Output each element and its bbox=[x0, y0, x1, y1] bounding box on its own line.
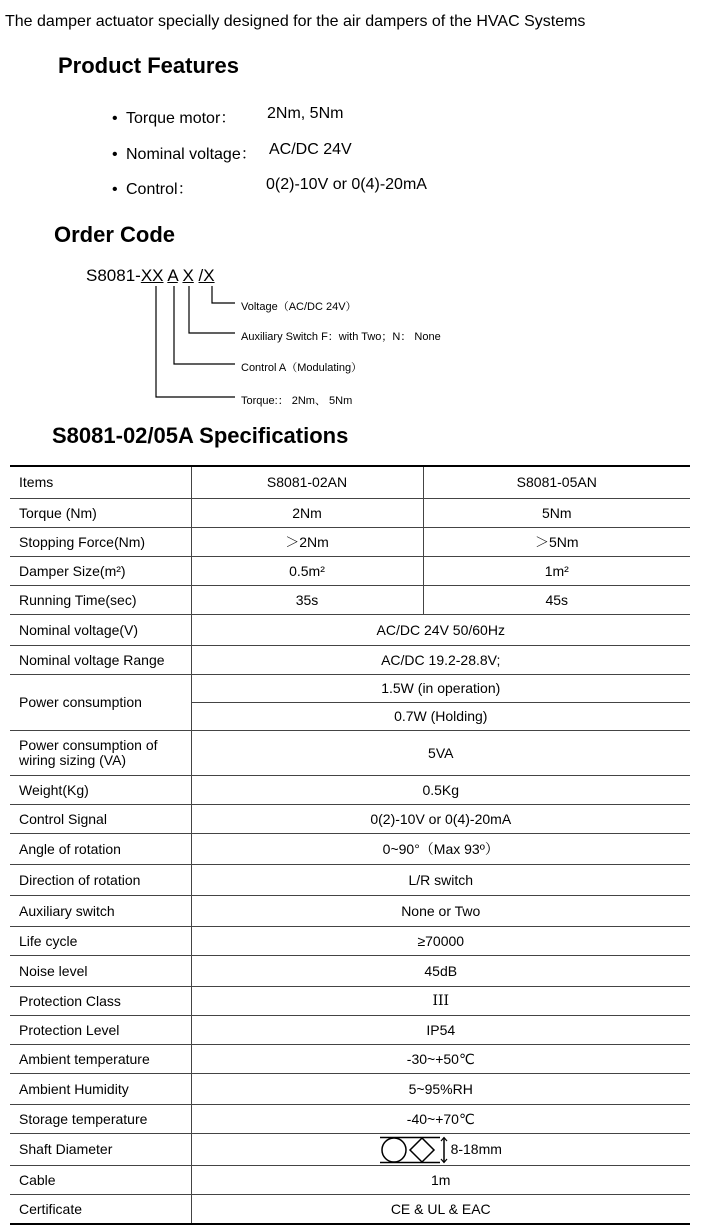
shaft-diagram bbox=[380, 1136, 502, 1164]
row-label: Storage temperature bbox=[10, 1105, 191, 1134]
row-label: Angle of rotation bbox=[10, 834, 191, 865]
feature-value: AC/DC 24V bbox=[269, 141, 352, 158]
row-value: -30~+50℃ bbox=[191, 1045, 690, 1074]
legend-aux-switch: Auxiliary Switch F：with Two；N： None bbox=[241, 331, 441, 343]
table-row bbox=[10, 987, 690, 1016]
header-col1: S8081-02AN bbox=[191, 466, 423, 499]
row-value: III bbox=[191, 987, 690, 1016]
row-label: Nominal voltage(V) bbox=[10, 615, 191, 646]
spec-table bbox=[10, 465, 690, 1225]
specs-title: S8081-02/05A Specifications bbox=[52, 423, 349, 448]
row-label: Running Time(sec) bbox=[10, 586, 191, 615]
feature-item: • Control： bbox=[112, 181, 194, 198]
order-code-prefix: S8081- bbox=[86, 266, 141, 285]
legend-voltage: Voltage（AC/DC 24V） bbox=[241, 301, 357, 313]
row-value bbox=[191, 1134, 690, 1166]
row-value: 0(2)-10V or 0(4)-20mA bbox=[191, 805, 690, 834]
header-col2: S8081-05AN bbox=[423, 466, 690, 499]
table-row bbox=[10, 1045, 690, 1074]
table-row bbox=[10, 805, 690, 834]
row-label: Cable bbox=[10, 1166, 191, 1195]
feature-item: • Torque motor： bbox=[112, 110, 237, 127]
row-value: 45s bbox=[423, 586, 690, 615]
row-label: Nominal voltage Range bbox=[10, 646, 191, 675]
row-label: Certificate bbox=[19, 1200, 83, 1217]
row-label: Life cycle bbox=[10, 927, 191, 956]
row-value: CE & UL & EAC bbox=[191, 1195, 690, 1225]
row-value: ＞5Nm bbox=[423, 528, 690, 557]
row-value: L/R switch bbox=[191, 865, 690, 896]
table-row bbox=[10, 927, 690, 956]
table-row bbox=[10, 865, 690, 896]
order-code-part-control: A bbox=[167, 266, 178, 285]
shaft-shape-icon bbox=[380, 1136, 448, 1164]
row-label: Protection Level bbox=[10, 1016, 191, 1045]
header-items: Items bbox=[10, 466, 191, 499]
table-row bbox=[10, 1105, 690, 1134]
table-row bbox=[10, 1134, 690, 1166]
row-label: Damper Size(m²) bbox=[10, 557, 191, 586]
row-value: 1.5W (in operation) bbox=[191, 675, 690, 703]
table-row bbox=[10, 499, 690, 528]
row-label: Auxiliary switch bbox=[10, 896, 191, 927]
row-label: Ambient Humidity bbox=[10, 1074, 191, 1105]
table-row bbox=[10, 1016, 690, 1045]
row-label: Ambient temperature bbox=[10, 1045, 191, 1074]
row-value: 2Nm bbox=[191, 499, 423, 528]
order-code-part-aux: X bbox=[182, 266, 194, 285]
row-value: AC/DC 24V 50/60Hz bbox=[191, 615, 690, 646]
row-value: 1m bbox=[191, 1166, 690, 1195]
table-row bbox=[10, 615, 690, 646]
row-label: Weight(Kg) bbox=[10, 776, 191, 805]
row-value: None or Two bbox=[191, 896, 690, 927]
shaft-value: 8-18mm bbox=[450, 1141, 502, 1157]
row-label: Protection Class bbox=[10, 987, 191, 1016]
row-label: Noise level bbox=[10, 956, 191, 987]
table-row bbox=[10, 1195, 690, 1225]
order-code-title: Order Code bbox=[54, 222, 176, 247]
row-value: ＞2Nm bbox=[191, 528, 423, 557]
row-value: 0.5m² bbox=[191, 557, 423, 586]
table-row bbox=[10, 956, 690, 987]
features-title: Product Features bbox=[58, 53, 239, 78]
row-label: Shaft Diameter bbox=[10, 1134, 191, 1166]
feature-value: 2Nm, 5Nm bbox=[267, 105, 344, 122]
table-row bbox=[10, 646, 690, 675]
row-value: 0~90°（Max 93º） bbox=[191, 834, 690, 865]
feature-item: • Nominal voltage： bbox=[112, 146, 257, 163]
row-value: 45dB bbox=[191, 956, 690, 987]
row-label: Power consumption bbox=[10, 675, 191, 731]
row-value: 5VA bbox=[191, 731, 690, 776]
order-code-part-voltage: /X bbox=[198, 266, 215, 285]
row-value: 35s bbox=[191, 586, 423, 615]
table-row bbox=[10, 834, 690, 865]
row-label: Stopping Force(Nm) bbox=[10, 528, 191, 557]
row-label: Direction of rotation bbox=[10, 865, 191, 896]
feature-value: 0(2)-10V or 0(4)-20mA bbox=[266, 176, 427, 193]
row-value: 0.7W (Holding) bbox=[191, 703, 690, 731]
table-row bbox=[10, 1166, 690, 1195]
table-row bbox=[10, 557, 690, 586]
row-value: ≥70000 bbox=[191, 927, 690, 956]
row-value: 0.5Kg bbox=[191, 776, 690, 805]
table-row bbox=[10, 896, 690, 927]
table-row bbox=[10, 731, 690, 776]
row-label: Power consumption of wiring sizing (VA) bbox=[10, 731, 191, 776]
row-value: AC/DC 19.2-28.8V; bbox=[191, 646, 690, 675]
table-row bbox=[10, 776, 690, 805]
row-value: -40~+70℃ bbox=[191, 1105, 690, 1134]
feature-label: Torque motor： bbox=[126, 110, 237, 127]
feature-label: Control： bbox=[126, 181, 194, 198]
row-value: 1m² bbox=[423, 557, 690, 586]
feature-label: Nominal voltage： bbox=[126, 146, 257, 163]
row-value: 5~95%RH bbox=[191, 1074, 690, 1105]
legend-control: Control A（Modulating） bbox=[241, 362, 363, 374]
row-value: 5Nm bbox=[423, 499, 690, 528]
row-value: IP54 bbox=[191, 1016, 690, 1045]
legend-torque: Torque:： 2Nm、 5Nm bbox=[241, 395, 353, 407]
order-code-part-torque: XX bbox=[140, 266, 164, 285]
intro-text: The damper actuator specially designed for the air dampers of the HVAC Systems bbox=[5, 13, 586, 30]
table-row bbox=[10, 586, 690, 615]
table-header-row bbox=[10, 466, 690, 499]
row-label: Torque (Nm) bbox=[10, 499, 191, 528]
table-row bbox=[10, 1074, 690, 1105]
table-row bbox=[10, 528, 690, 557]
row-label: Control Signal bbox=[10, 805, 191, 834]
table-row bbox=[10, 675, 690, 703]
order-code-connector-lines bbox=[0, 0, 722, 420]
